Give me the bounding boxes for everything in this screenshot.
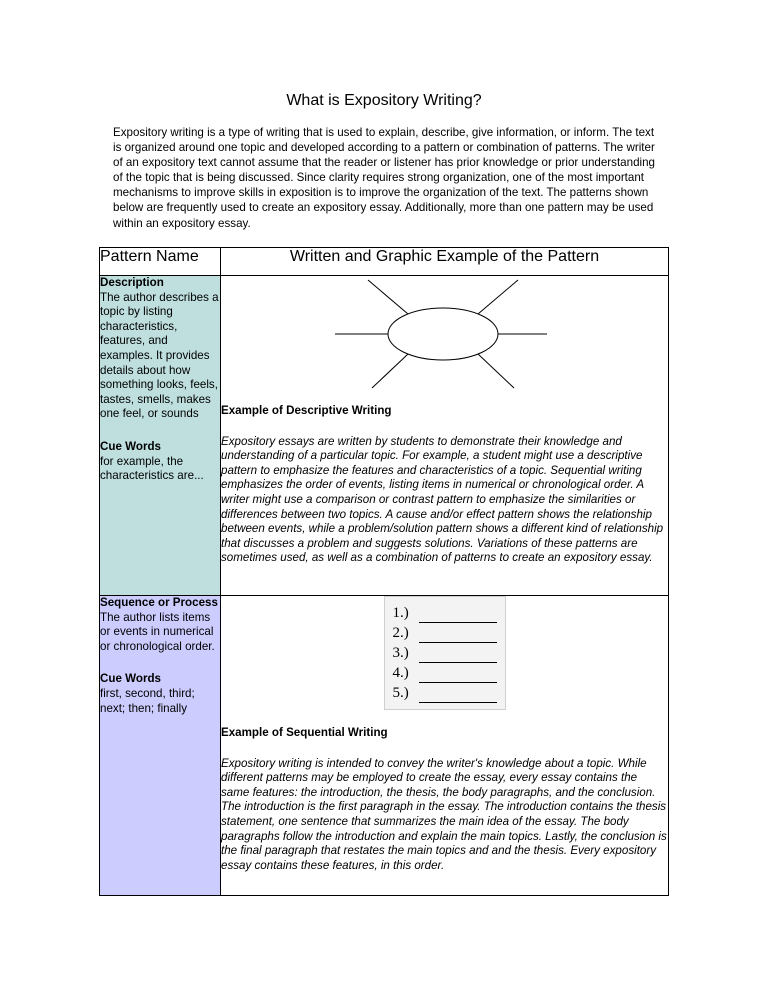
- example-text: Expository writing is intended to convey the writer's knowledge about a topic. While different patterns may be employed to create the essay, every essay contains the same features: the introduction, the thesis, the body paragraphs, and the conclusion. The introduction is the first paragraph in the essay. The introduction contains the thesis statement, one sentence that summarizes the main idea of the essay. The body paragraphs follow the introduction and explain the main topics. Lastly, the conclusion is the final paragraph that restates the main topics and and the thesis. Every expository essay contains these features, in this order.: [221, 756, 667, 872]
- example-cell-description: [221, 276, 669, 596]
- cue-words-label: Cue Words: [100, 672, 161, 686]
- list-item: 3.): [393, 643, 497, 663]
- web-spoke: [368, 280, 408, 314]
- table-row: [100, 596, 669, 896]
- example-heading: Example of Sequential Writing: [221, 726, 388, 739]
- example-cell-sequence: [221, 596, 669, 896]
- web-spoke: [372, 354, 408, 388]
- intro-paragraph: Expository writing is a type of writing that is used to explain, describe, give information, or inform. The text is organized around one topic and developed according to a pattern or combination of patterns. The writer of an expository text cannot assume that the reader or listener has prior knowledge or prior understanding of the topic that is being discussed. Since clarity requires strong organization, one of the most important mechanisms to improve skills in exposition is to improve the organization of the text. The patterns shown below are frequently used to create an expository essay. Additionally, more than one pattern may be used within an expository essay.: [113, 126, 655, 230]
- numbered-list-graphic: [384, 596, 506, 710]
- list-item: 5.): [393, 683, 497, 703]
- table-row: [100, 276, 669, 596]
- list-item: 1.): [393, 603, 497, 623]
- header-pattern-name: Pattern Name: [100, 248, 221, 276]
- example-text: Expository essays are written by students to demonstrate their knowledge and understanding of a particular topic. For example, a student might use a descriptive pattern to emphasize the features and characteristics of a topic. Sequential writing emphasizes the order of events, listing items in numerical or chronological order. A writer might use a comparison or contrast pattern to emphasize the similarities or differences between two topics. A cause and/or effect pattern shows the relationship between events, while a problem/solution pattern shows a different kind of relationship that discusses a problem and suggests solutions. Variations of these patterns are sometimes used, as well as a combination of patterns to create an expository essay.: [221, 434, 664, 565]
- page-title: What is Expository Writing?: [286, 92, 482, 109]
- header-example: Written and Graphic Example of the Pattern: [221, 248, 669, 276]
- web-spoke: [478, 354, 514, 388]
- web-diagram-graphic: [330, 276, 560, 400]
- pattern-name: Sequence or Process: [100, 596, 218, 609]
- pattern-text: The author lists items or events in numerical or chronological order.: [100, 610, 215, 653]
- cue-words-text: first, second, third; next; then; finally: [100, 686, 195, 715]
- cue-words-label: Cue Words: [100, 439, 161, 453]
- list-item: 4.): [393, 663, 497, 683]
- pattern-name: Description: [100, 276, 164, 289]
- list-item: 2.): [393, 623, 497, 643]
- pattern-cell-sequence: [100, 596, 221, 896]
- pattern-text: The author describes a topic by listing characteristics, features, and examples. It provides details about how something looks, feels, tastes, smells, makes one feel, or sounds: [100, 290, 219, 421]
- cue-words-text: for example, the characteristics are...: [100, 454, 204, 483]
- web-center-oval: [388, 308, 498, 360]
- table-header-row: [100, 248, 669, 276]
- patterns-table: [99, 247, 669, 896]
- example-heading: Example of Descriptive Writing: [221, 404, 392, 417]
- web-spoke: [478, 280, 518, 314]
- pattern-cell-description: [100, 276, 221, 596]
